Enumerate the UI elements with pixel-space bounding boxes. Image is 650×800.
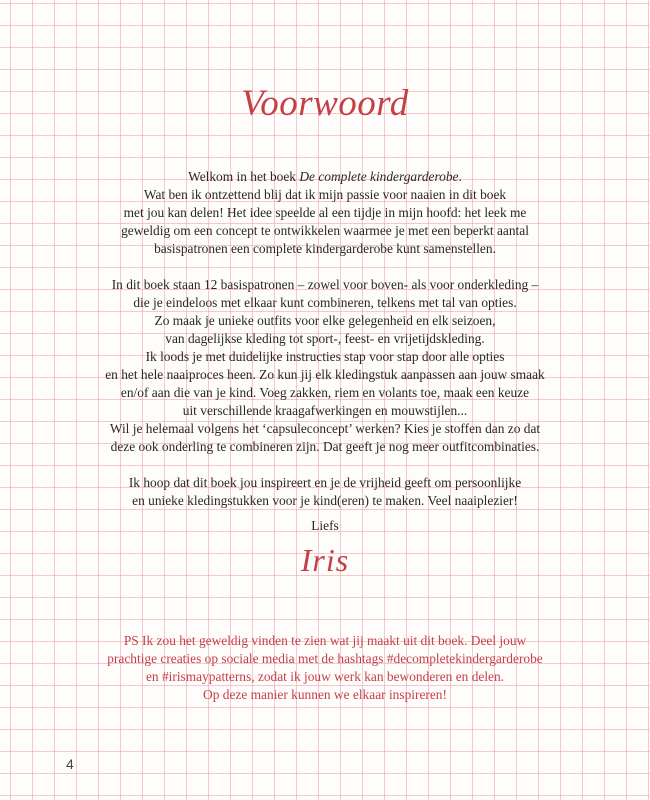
foreword-paragraph [40, 474, 610, 510]
foreword-paragraph [40, 168, 610, 258]
text-line: en het hele naaiproces heen. Zo kun jij elk kledingstuk aanpassen aan jouw smaak [105, 367, 545, 382]
text-line: en unieke kledingstukken voor je kind(eren) te maken. Veel naaiplezier! [132, 493, 518, 508]
foreword-paragraph [40, 276, 610, 456]
text-line: uit verschillende kraagafwerkingen en mouwstijlen... [182, 403, 468, 418]
text-line: In dit boek staan 12 basispatronen – zowel voor boven- als voor onderkleding – [111, 277, 539, 292]
text-line: Ik loods je met duidelijke instructies stap voor stap door alle opties [145, 349, 505, 364]
signoff-text: Liefs [311, 518, 339, 533]
ps-line: PS Ik zou het geweldig vinden te zien wat jij maakt uit dit boek. Deel jouw [123, 633, 527, 648]
page-title: Voorwoord [241, 83, 409, 124]
text-line: met jou kan delen! Het idee speelde al een tijdje in mijn hoofd: het leek me [123, 205, 527, 220]
postscript [40, 632, 610, 704]
text-line: basispatronen een complete kindergarderobe kunt samenstellen. [154, 241, 496, 256]
book-title: De complete kindergarderobe [299, 169, 459, 184]
text-line: Zo maak je unieke outfits voor elke gelegenheid en elk seizoen, [154, 313, 496, 328]
paragraph-gap [40, 456, 610, 474]
text-line: deze ook onderling te combineren zijn. Dat geeft je nog meer outfitcombinaties. [110, 439, 540, 454]
text-line: Ik hoop dat dit boek jou inspireert en je de vrijheid geeft om persoonlijke [128, 475, 522, 490]
text-line: geweldig om een concept te ontwikkelen waarmee je met een beperkt aantal [121, 223, 529, 238]
ps-line: Op deze manier kunnen we elkaar inspireren! [203, 687, 447, 702]
text-line: Wat ben ik ontzettend blij dat ik mijn passie voor naaien in dit boek [143, 187, 507, 202]
text-line: van dagelijkse kleding tot sport-, feest- en vrijetijdskleding. [165, 331, 485, 346]
text-line: Welkom in het boek De complete kindergarderobe. [188, 169, 462, 184]
page-number: 4 [66, 756, 74, 772]
ps-line: en #irismaypatterns, zodat ik jouw werk kan bewonderen en delen. [145, 669, 505, 684]
text-line: en/of aan die van je kind. Voeg zakken, riem en volants toe, maak een keuze [120, 385, 530, 400]
foreword-body [40, 168, 610, 510]
text-line: die je eindeloos met elkaar kunt combineren, telkens met tal van opties. [133, 295, 517, 310]
author-signature: Iris [300, 542, 350, 578]
paragraph-gap [40, 258, 610, 276]
text-line: Wil je helemaal volgens het ‘capsuleconcept’ werken? Kies je stoffen dan zo dat [109, 421, 541, 436]
ps-line: prachtige creaties op sociale media met de hashtags #decompletekindergarderobe [107, 651, 543, 666]
